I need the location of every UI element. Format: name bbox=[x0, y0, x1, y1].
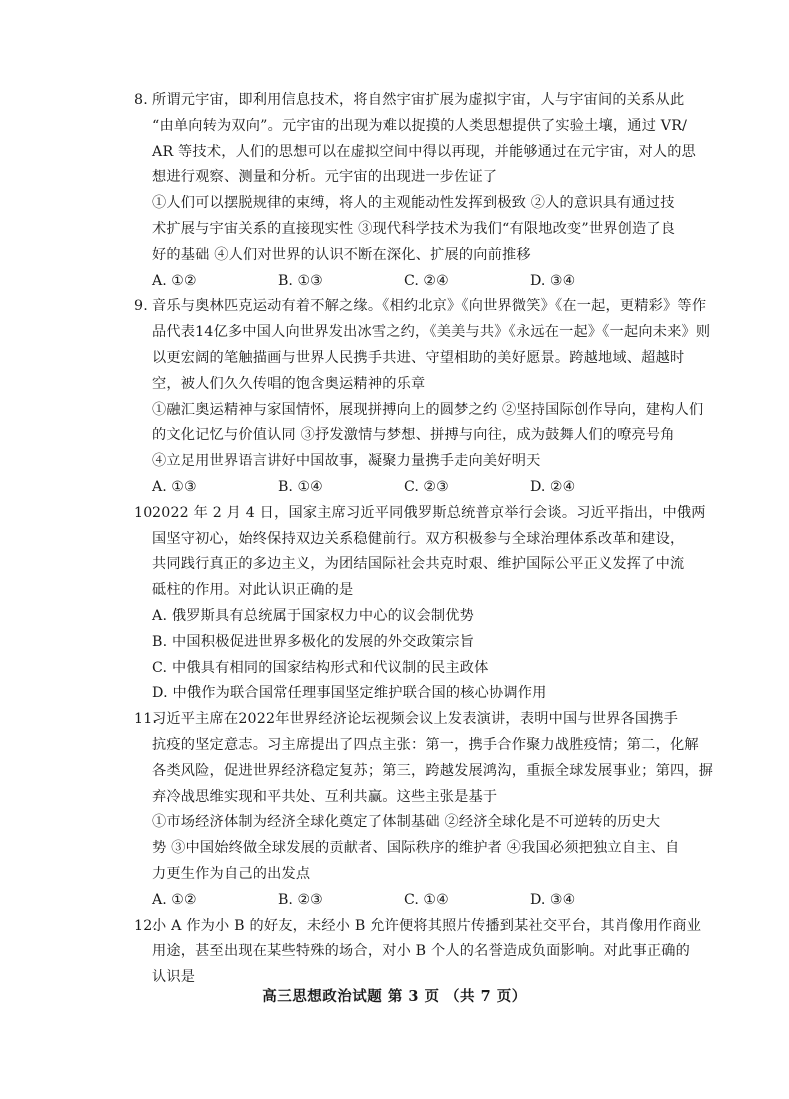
question-stem-line: 认识是 bbox=[152, 969, 196, 986]
statement-line: ①市场经济体制为经济全球化奠定了体制基础 ②经济全球化是不可逆转的历史大 bbox=[152, 814, 661, 831]
question-stem-line: “由单向转为双向”。元宇宙的出现为难以捉摸的人类思想提供了实验土壤，通过 VR/ bbox=[152, 117, 688, 134]
option-b: B. 中国积极促进世界多极化的发展的外交政策宗旨 bbox=[152, 633, 475, 650]
statement-line: 术扩展与宇宙关系的直接现实性 ③现代科学技术为我们“有限地改变”世界创造了良 bbox=[152, 220, 676, 237]
question-number: 11. bbox=[134, 711, 158, 728]
question-stem-line: 11. 习近平主席在2022年世界经济论坛视频会议上发表演讲，表明中国与世界各国携手 bbox=[134, 707, 724, 733]
question-stem-line: 用途，甚至出现在某些特殊的场合，对小 B 个人的名誉造成负面影响。对此事正确的 bbox=[152, 943, 690, 960]
question-9 bbox=[134, 294, 724, 500]
question-12 bbox=[134, 914, 724, 991]
question-stem-line: AR 等技术，人们的思想可以在虚拟空间中得以再现，并能够通过在元宇宙，对人的思 bbox=[152, 143, 696, 160]
questions-area bbox=[134, 88, 724, 991]
option-a: A. ①③ bbox=[152, 478, 197, 495]
option-c: C. ②④ bbox=[404, 272, 449, 289]
question-number: 12. bbox=[134, 917, 158, 934]
option-c: C. 中俄具有相同的国家结构形式和代议制的民主政体 bbox=[152, 659, 489, 676]
option-c: C. ②③ bbox=[404, 478, 449, 495]
option-a: A. ①② bbox=[152, 272, 197, 289]
option-a: A. ①② bbox=[152, 891, 197, 908]
question-stem-line: 10. 2022 年 2 月 4 日，国家主席习近平同俄罗斯总统普京举行会谈。习近平指出，中俄两 bbox=[134, 501, 724, 527]
option-b: B. ①④ bbox=[278, 478, 323, 495]
question-stem-line: 弃冷战思维实现和平共处、互利共赢。这些主张是基于 bbox=[152, 788, 498, 805]
answer-options bbox=[134, 475, 724, 501]
option-d: D. ②④ bbox=[530, 478, 576, 495]
option-d: D. 中俄作为联合国常任理事国坚定维护联合国的核心协调作用 bbox=[152, 685, 547, 702]
statement-line: 力更生作为自己的出发点 bbox=[152, 865, 311, 882]
question-number: 9. bbox=[134, 298, 148, 315]
question-stem-line: 品代表14亿多中国人向世界发出冰雪之约，《美美与共》《永远在一起》《一起向未来》则 bbox=[152, 324, 711, 341]
page-footer: 高三思想政治试题 第 3 页 （共 7 页） bbox=[262, 988, 527, 1005]
question-stem-line: 以更宏阔的笔触描画与世界人民携手共进、守望相助的美好愿景。跨越地域、超越时 bbox=[152, 349, 685, 366]
question-11 bbox=[134, 707, 724, 913]
statement-line: 好的基础 ④人们对世界的认识不断在深化、扩展的向前推移 bbox=[152, 246, 531, 263]
statement-line: 势 ③中国始终做全球发展的贡献者、国际秩序的维护者 ④我国必须把独立自主、自 bbox=[152, 840, 680, 857]
statement-line: ①人们可以摆脱规律的束缚，将人的主观能动性发挥到极致 ②人的意识具有通过技 bbox=[152, 195, 675, 212]
question-8 bbox=[134, 88, 724, 294]
question-stem-line: 抗疫的坚定意志。习主席提出了四点主张：第一，携手合作聚力战胜疫情；第二，化解 bbox=[152, 736, 699, 753]
question-number: 8. bbox=[134, 92, 148, 108]
option-a: A. 俄罗斯具有总统属于国家权力中心的议会制优势 bbox=[152, 607, 475, 624]
question-stem-line: 12. 小 A 作为小 B 的好友，未经小 B 允许便将其照片传播到某社交平台，其肖像用作商业 bbox=[134, 914, 724, 940]
question-stem-line: 国坚守初心，始终保持双边关系稳健前行。双方积极参与全球治理体系改革和建设， bbox=[152, 530, 685, 547]
statement-line: ④立足用世界语言讲好中国故事，凝聚力量携手走向美好明天 bbox=[152, 453, 541, 470]
option-d: D. ③④ bbox=[530, 272, 576, 289]
question-number: 10. bbox=[134, 504, 158, 521]
statement-line: 的文化记忆与价值认同 ③抒发激情与梦想、拼搏与向往，成为鼓舞人们的嘹亮号角 bbox=[152, 427, 675, 444]
option-b: B. ①③ bbox=[278, 272, 323, 289]
question-10 bbox=[134, 501, 724, 707]
answer-options bbox=[134, 269, 724, 295]
option-d: D. ③④ bbox=[530, 891, 576, 908]
statement-line: ①融汇奥运精神与家国情怀，展现拼搏向上的圆梦之约 ②坚持国际创作导向，建构人们 bbox=[152, 401, 704, 418]
option-c: C. ①④ bbox=[404, 891, 449, 908]
question-stem-line: 8. 所谓元宇宙，即利用信息技术，将自然宇宙扩展为虚拟宇宙，人与宇宙间的关系从此 bbox=[134, 88, 724, 114]
answer-options bbox=[134, 888, 724, 914]
question-stem-line: 9. 音乐与奥林匹克运动有着不解之缘。《相约北京》《向世界微笑》《在一起，更精彩》等作 bbox=[134, 294, 724, 320]
question-stem-line: 想进行观察、测量和分析。元宇宙的出现进一步佐证了 bbox=[152, 169, 498, 186]
question-stem-line: 砥柱的作用。对此认识正确的是 bbox=[152, 582, 354, 599]
option-b: B. ②③ bbox=[278, 891, 323, 908]
question-stem-line: 共同践行真正的多边主义，为团结国际社会共克时艰、维护国际公平正义发挥了中流 bbox=[152, 556, 685, 573]
question-stem-line: 各类风险，促进世界经济稳定复苏；第三，跨越发展鸿沟，重振全球发展事业；第四，摒 bbox=[152, 762, 714, 779]
question-stem-line: 空，被人们久久传唱的饱含奥运精神的乐章 bbox=[152, 375, 426, 392]
